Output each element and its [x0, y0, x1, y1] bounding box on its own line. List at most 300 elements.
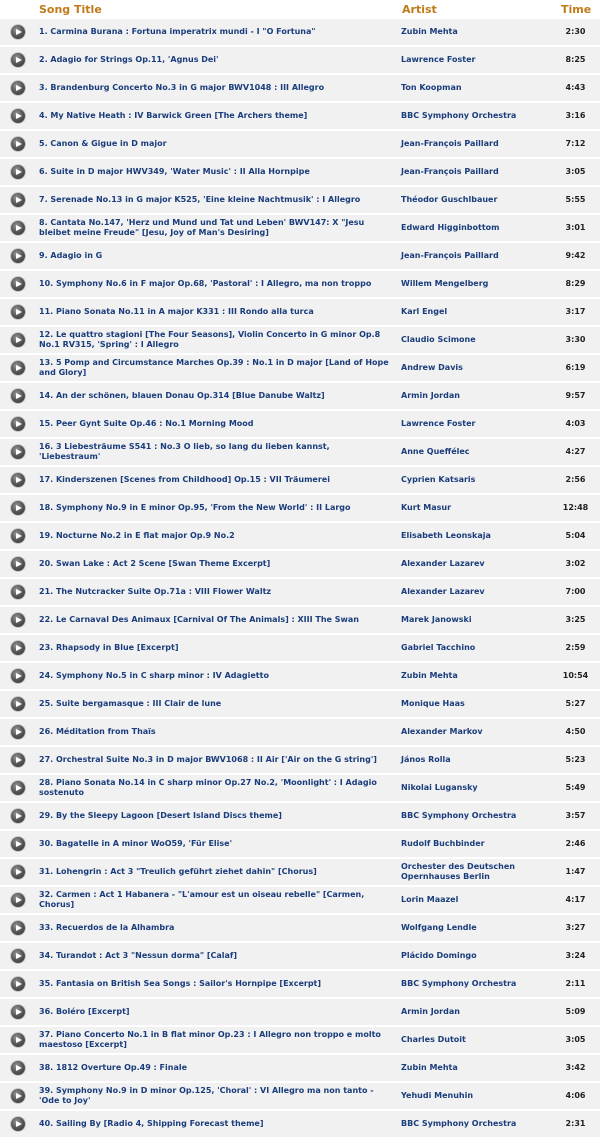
song-duration: 8:25 [565, 55, 586, 64]
song-duration: 3:27 [565, 923, 586, 932]
artist-cell [396, 999, 549, 1025]
song-duration: 5:09 [565, 1007, 586, 1016]
play-cell [0, 663, 33, 689]
song-title-link[interactable]: 30. Bagatelle in A minor WoO59, 'Für Elise' [39, 839, 233, 848]
time-cell [551, 75, 600, 101]
artist-link[interactable]: Ton Koopman [401, 83, 462, 92]
artist-link[interactable]: Nikolai Lugansky [401, 783, 478, 792]
song-title-link[interactable]: 2. Adagio for Strings Op.11, 'Agnus Dei' [39, 55, 219, 64]
song-title-link[interactable]: 32. Carmen : Act 1 Habanera - "L'amour est un oiseau rebelle" [Carmen, Chorus] [39, 890, 365, 909]
song-title-link[interactable]: 15. Peer Gynt Suite Op.46 : No.1 Morning Mood [39, 419, 254, 428]
artist-cell [396, 859, 549, 885]
artist-link[interactable]: BBC Symphony Orchestra [401, 1119, 517, 1128]
song-title-cell [34, 467, 394, 493]
table-row [0, 271, 600, 297]
artist-link[interactable]: Monique Haas [401, 699, 465, 708]
song-title-link[interactable]: 28. Piano Sonata No.14 in C sharp minor Op.27 No.2, 'Moonlight' : I Adagio sostenuto [39, 778, 377, 797]
song-title-cell [34, 971, 394, 997]
artist-link[interactable]: Plácido Domingo [401, 951, 477, 960]
artist-cell [396, 971, 549, 997]
song-title-link[interactable]: 7. Serenade No.13 in G major K525, 'Eine kleine Nachtmusik' : I Allegro [39, 195, 361, 204]
time-cell [551, 271, 600, 297]
song-title-cell [34, 691, 394, 717]
play-cell [0, 1083, 33, 1109]
play-cell [0, 831, 33, 857]
play-icon[interactable] [11, 529, 25, 543]
artist-link[interactable]: Anne Queffélec [401, 447, 470, 456]
time-cell [551, 1027, 600, 1053]
artist-link[interactable]: BBC Symphony Orchestra [401, 979, 517, 988]
artist-cell [396, 579, 549, 605]
artist-link[interactable]: Claudio Scimone [401, 335, 476, 344]
song-duration: 12:48 [562, 503, 589, 512]
artist-cell [396, 1111, 549, 1137]
play-icon[interactable] [11, 193, 25, 207]
artist-link[interactable]: Zubin Mehta [401, 1063, 458, 1072]
table-header [0, 0, 600, 19]
play-icon[interactable] [11, 1005, 25, 1019]
table-row [0, 635, 600, 661]
play-cell [0, 719, 33, 745]
time-cell [551, 999, 600, 1025]
artist-link[interactable]: Alexander Lazarev [401, 559, 485, 568]
artist-cell [396, 47, 549, 73]
play-icon[interactable] [11, 361, 25, 375]
song-table-body [0, 19, 600, 1139]
play-icon[interactable] [11, 781, 25, 795]
song-duration: 3:02 [565, 559, 586, 568]
artist-link[interactable]: Karl Engel [401, 307, 448, 316]
song-duration: 7:00 [565, 587, 586, 596]
play-cell [0, 551, 33, 577]
time-cell [551, 1083, 600, 1109]
song-title-link[interactable]: 35. Fantasia on British Sea Songs : Sailor's Hornpipe [Excerpt] [39, 979, 322, 988]
artist-cell [396, 299, 549, 325]
song-duration: 3:24 [565, 951, 586, 960]
song-title-cell [34, 1111, 394, 1137]
play-cell [0, 579, 33, 605]
artist-link[interactable]: Charles Dutoit [401, 1035, 466, 1044]
time-cell [551, 327, 600, 353]
song-title-cell [34, 47, 394, 73]
play-cell [0, 999, 33, 1025]
song-duration: 5:49 [565, 783, 586, 792]
header-song-title[interactable]: Song Title [39, 3, 102, 16]
artist-cell [396, 75, 549, 101]
play-cell [0, 75, 33, 101]
song-duration: 3:57 [565, 811, 586, 820]
table-row [0, 215, 600, 241]
time-cell [551, 803, 600, 829]
table-row [0, 551, 600, 577]
table-row [0, 187, 600, 213]
artist-link[interactable]: Elisabeth Leonskaja [401, 531, 491, 540]
play-cell [0, 1111, 33, 1137]
song-duration: 3:05 [565, 1035, 586, 1044]
play-cell [0, 215, 33, 241]
song-title-link[interactable]: 16. 3 Liebesträume S541 : No.3 O lieb, so lang du lieben kannst, 'Liebestraum' [39, 442, 330, 461]
song-title-cell [34, 243, 394, 269]
play-icon[interactable] [11, 81, 25, 95]
song-title-cell [34, 719, 394, 745]
artist-cell [396, 943, 549, 969]
song-title-link[interactable]: 13. 5 Pomp and Circumstance Marches Op.39 : No.1 in D major [Land of Hope and Glory] [39, 358, 389, 377]
artist-cell [396, 719, 549, 745]
song-title-cell [34, 159, 394, 185]
song-title-link[interactable]: 38. 1812 Overture Op.49 : Finale [39, 1063, 188, 1072]
artist-link[interactable]: Rudolf Buchbinder [401, 839, 485, 848]
artist-link[interactable]: BBC Symphony Orchestra [401, 111, 517, 120]
artist-link[interactable]: BBC Symphony Orchestra [401, 811, 517, 820]
play-icon[interactable] [11, 669, 25, 683]
artist-link[interactable]: Lawrence Foster [401, 419, 476, 428]
play-cell [0, 887, 33, 913]
table-row [0, 1111, 600, 1137]
time-cell [551, 439, 600, 465]
song-duration: 3:17 [565, 307, 586, 316]
play-icon[interactable] [11, 977, 25, 991]
song-title-link[interactable]: 22. Le Carnaval Des Animaux [Carnival Of The Animals] : XIII The Swan [39, 615, 359, 624]
play-icon[interactable] [11, 305, 25, 319]
table-row [0, 1055, 600, 1081]
play-icon[interactable] [11, 333, 25, 347]
artist-link[interactable]: Edward Higginbottom [401, 223, 500, 232]
table-row [0, 887, 600, 913]
artist-cell [396, 663, 549, 689]
play-icon[interactable] [11, 641, 25, 655]
artist-link[interactable]: János Rolla [401, 755, 451, 764]
play-cell [0, 691, 33, 717]
artist-link[interactable]: Jean-François Paillard [401, 139, 499, 148]
time-cell [551, 663, 600, 689]
time-cell [551, 579, 600, 605]
artist-link[interactable]: Lorin Maazel [401, 895, 459, 904]
song-title-cell [34, 215, 394, 241]
play-icon[interactable] [11, 809, 25, 823]
table-row [0, 859, 600, 885]
artist-cell [396, 1055, 549, 1081]
artist-cell [396, 439, 549, 465]
artist-link[interactable]: Gabriel Tacchino [401, 643, 476, 652]
artist-cell [396, 915, 549, 941]
artist-link[interactable]: Armin Jordan [401, 1007, 460, 1016]
play-icon[interactable] [11, 473, 25, 487]
song-title-cell [34, 131, 394, 157]
song-title-link[interactable]: 1. Carmina Burana : Fortuna imperatrix mundi - I "O Fortuna" [39, 27, 316, 36]
song-duration: 3:01 [565, 223, 586, 232]
play-icon[interactable] [11, 501, 25, 515]
play-icon[interactable] [11, 613, 25, 627]
play-icon[interactable] [11, 753, 25, 767]
song-title-cell [34, 439, 394, 465]
song-duration: 2:56 [565, 475, 586, 484]
song-duration: 3:16 [565, 111, 586, 120]
song-duration: 2:46 [565, 839, 586, 848]
time-cell [551, 943, 600, 969]
song-title-link[interactable]: 20. Swan Lake : Act 2 Scene [Swan Theme Excerpt] [39, 559, 271, 568]
song-title-cell [34, 411, 394, 437]
artist-cell [396, 19, 549, 45]
play-icon[interactable] [11, 557, 25, 571]
time-cell [551, 495, 600, 521]
table-row [0, 831, 600, 857]
play-cell [0, 635, 33, 661]
artist-cell [396, 355, 549, 381]
artist-link[interactable]: Willem Mengelberg [401, 279, 489, 288]
song-duration: 9:57 [565, 391, 586, 400]
table-row [0, 495, 600, 521]
time-cell [551, 215, 600, 241]
play-cell [0, 607, 33, 633]
song-title-link[interactable]: 21. The Nutcracker Suite Op.71a : VIII Flower Waltz [39, 587, 272, 596]
play-cell [0, 523, 33, 549]
artist-cell [396, 1083, 549, 1109]
artist-link[interactable]: Orchester des Deutschen Opernhauses Berlin [401, 862, 515, 881]
artist-link[interactable]: Jean-François Paillard [401, 251, 499, 260]
song-duration: 4:27 [565, 447, 586, 456]
time-cell [551, 775, 600, 801]
song-title-link[interactable]: 24. Symphony No.5 in C sharp minor : IV Adagietto [39, 671, 269, 680]
play-icon[interactable] [11, 1033, 25, 1047]
time-cell [551, 355, 600, 381]
artist-link[interactable]: Alexander Markov [401, 727, 483, 736]
artist-link[interactable]: Cyprien Katsaris [401, 475, 476, 484]
artist-cell [396, 411, 549, 437]
song-title-cell [34, 1027, 394, 1053]
song-title-link[interactable]: 14. An der schönen, blauen Donau Op.314 [Blue Danube Waltz] [39, 391, 325, 400]
song-title-cell [34, 915, 394, 941]
song-title-link[interactable]: 36. Boléro [Excerpt] [39, 1007, 130, 1016]
song-duration: 4:17 [565, 895, 586, 904]
song-duration: 4:50 [565, 727, 586, 736]
artist-link[interactable]: Wolfgang Lendle [401, 923, 477, 932]
header-time[interactable]: Time [561, 3, 592, 16]
time-cell [551, 635, 600, 661]
song-duration: 5:04 [565, 531, 586, 540]
table-row [0, 19, 600, 45]
play-icon[interactable] [11, 1117, 25, 1131]
artist-cell [396, 831, 549, 857]
time-cell [551, 103, 600, 129]
play-icon[interactable] [11, 137, 25, 151]
song-title-link[interactable]: 27. Orchestral Suite No.3 in D major BWV1068 : II Air ['Air on the G string'] [39, 755, 377, 764]
play-icon[interactable] [11, 109, 25, 123]
play-icon[interactable] [11, 53, 25, 67]
time-cell [551, 719, 600, 745]
time-cell [551, 299, 600, 325]
song-title-link[interactable]: 3. Brandenburg Concerto No.3 in G major BWV1048 : III Allegro [39, 83, 325, 92]
artist-cell [396, 747, 549, 773]
table-row [0, 355, 600, 381]
time-cell [551, 747, 600, 773]
table-row [0, 47, 600, 73]
play-cell [0, 411, 33, 437]
table-row [0, 75, 600, 101]
song-title-cell [34, 1083, 394, 1109]
time-cell [551, 971, 600, 997]
song-duration: 2:11 [565, 979, 586, 988]
artist-link[interactable]: Armin Jordan [401, 391, 460, 400]
song-title-link[interactable]: 11. Piano Sonata No.11 in A major K331 : III Rondo alla turca [39, 307, 314, 316]
song-duration: 5:27 [565, 699, 586, 708]
song-title-link[interactable]: 33. Recuerdos de la Alhambra [39, 923, 175, 932]
song-title-link[interactable]: 39. Symphony No.9 in D minor Op.125, 'Choral' : VI Allegro ma non tanto - 'Ode to Joy' [39, 1086, 374, 1105]
song-title-link[interactable]: 4. My Native Heath : IV Barwick Green [The Archers theme] [39, 111, 308, 120]
play-cell [0, 355, 33, 381]
song-title-link[interactable]: 18. Symphony No.9 in E minor Op.95, 'From the New World' : II Largo [39, 503, 351, 512]
song-duration: 9:42 [565, 251, 586, 260]
play-icon[interactable] [11, 389, 25, 403]
table-row [0, 467, 600, 493]
artist-link[interactable]: Lawrence Foster [401, 55, 476, 64]
song-title-cell [34, 663, 394, 689]
song-title-link[interactable]: 29. By the Sleepy Lagoon [Desert Island Discs theme] [39, 811, 282, 820]
song-title-link[interactable]: 10. Symphony No.6 in F major Op.68, 'Pastoral' : I Allegro, ma non troppo [39, 279, 372, 288]
artist-link[interactable]: Jean-François Paillard [401, 167, 499, 176]
artist-cell [396, 103, 549, 129]
play-cell [0, 159, 33, 185]
artist-cell [396, 1027, 549, 1053]
table-row [0, 327, 600, 353]
song-duration: 5:55 [565, 195, 586, 204]
table-row [0, 383, 600, 409]
play-cell [0, 383, 33, 409]
header-artist[interactable]: Artist [402, 3, 437, 16]
table-row [0, 775, 600, 801]
song-title-cell [34, 271, 394, 297]
song-title-cell [34, 943, 394, 969]
artist-link[interactable]: Théodor Guschlbauer [401, 195, 498, 204]
song-title-link[interactable]: 9. Adagio in G [39, 251, 103, 260]
play-cell [0, 299, 33, 325]
play-cell [0, 19, 33, 45]
artist-link[interactable]: Marek Janowski [401, 615, 472, 624]
song-title-link[interactable]: 31. Lohengrin : Act 3 "Treulich geführt ziehet dahin" [Chorus] [39, 867, 317, 876]
artist-cell [396, 271, 549, 297]
song-title-cell [34, 355, 394, 381]
artist-cell [396, 803, 549, 829]
song-title-cell [34, 551, 394, 577]
song-duration: 5:23 [565, 755, 586, 764]
song-title-link[interactable]: 19. Nocturne No.2 in E flat major Op.9 No.2 [39, 531, 235, 540]
song-title-cell [34, 19, 394, 45]
song-title-cell [34, 607, 394, 633]
artist-cell [396, 495, 549, 521]
play-icon[interactable] [11, 221, 25, 235]
play-cell [0, 859, 33, 885]
song-title-link[interactable]: 26. Méditation from Thaïs [39, 727, 156, 736]
song-duration: 3:05 [565, 167, 586, 176]
artist-link[interactable]: Zubin Mehta [401, 27, 458, 36]
song-title-link[interactable]: 8. Cantata No.147, 'Herz und Mund und Tat und Leben' BWV147: X "Jesu bleibet meine Freude" [Jesu, Joy of Man's Desiring] [39, 218, 365, 237]
table-row [0, 523, 600, 549]
song-duration: 3:30 [565, 335, 586, 344]
table-row [0, 1027, 600, 1053]
artist-link[interactable]: Kurt Masur [401, 503, 452, 512]
play-cell [0, 1027, 33, 1053]
table-row [0, 663, 600, 689]
play-icon[interactable] [11, 921, 25, 935]
play-icon[interactable] [11, 1061, 25, 1075]
artist-cell [396, 159, 549, 185]
play-icon[interactable] [11, 445, 25, 459]
play-icon[interactable] [11, 725, 25, 739]
play-icon[interactable] [11, 25, 25, 39]
song-title-link[interactable]: 40. Sailing By [Radio 4, Shipping Forecast theme] [39, 1119, 264, 1128]
play-icon[interactable] [11, 417, 25, 431]
time-cell [551, 411, 600, 437]
song-title-cell [34, 523, 394, 549]
artist-link[interactable]: Andrew Davis [401, 363, 463, 372]
play-icon[interactable] [11, 893, 25, 907]
play-cell [0, 103, 33, 129]
play-icon[interactable] [11, 837, 25, 851]
play-icon[interactable] [11, 585, 25, 599]
artist-cell [396, 691, 549, 717]
play-icon[interactable] [11, 249, 25, 263]
artist-cell [396, 775, 549, 801]
time-cell [551, 159, 600, 185]
song-title-cell [34, 383, 394, 409]
play-icon[interactable] [11, 165, 25, 179]
play-icon[interactable] [11, 949, 25, 963]
song-duration: 3:25 [565, 615, 586, 624]
artist-cell [396, 327, 549, 353]
artist-cell [396, 187, 549, 213]
song-title-cell [34, 327, 394, 353]
song-title-link[interactable]: 23. Rhapsody in Blue [Excerpt] [39, 643, 179, 652]
table-row [0, 719, 600, 745]
play-icon[interactable] [11, 865, 25, 879]
song-title-link[interactable]: 5. Canon & Gigue in D major [39, 139, 167, 148]
song-title-link[interactable]: 25. Suite bergamasque : III Clair de lune [39, 699, 222, 708]
song-title-cell [34, 747, 394, 773]
song-title-cell [34, 775, 394, 801]
song-title-link[interactable]: 12. Le quattro stagioni [The Four Seasons], Violin Concerto in G minor Op.8 No.1 RV315, 'Spring' : I Allegro [39, 330, 381, 349]
song-duration: 1:47 [565, 867, 586, 876]
artist-cell [396, 243, 549, 269]
play-cell [0, 971, 33, 997]
table-row [0, 943, 600, 969]
song-duration: 4:43 [565, 83, 586, 92]
play-icon[interactable] [11, 277, 25, 291]
artist-link[interactable]: Yehudi Menuhin [401, 1091, 474, 1100]
play-cell [0, 131, 33, 157]
song-duration: 4:03 [565, 419, 586, 428]
time-cell [551, 467, 600, 493]
table-row [0, 103, 600, 129]
time-cell [551, 915, 600, 941]
song-title-cell [34, 1055, 394, 1081]
play-cell [0, 747, 33, 773]
time-cell [551, 243, 600, 269]
time-cell [551, 523, 600, 549]
play-icon[interactable] [11, 1089, 25, 1103]
play-cell [0, 775, 33, 801]
song-duration: 10:54 [562, 671, 589, 680]
time-cell [551, 19, 600, 45]
table-row [0, 607, 600, 633]
artist-cell [396, 635, 549, 661]
artist-link[interactable]: Alexander Lazarev [401, 587, 485, 596]
song-title-link[interactable]: 17. Kinderszenen [Scenes from Childhood] Op.15 : VII Träumerei [39, 475, 330, 484]
song-title-cell [34, 579, 394, 605]
play-icon[interactable] [11, 697, 25, 711]
song-title-link[interactable]: 34. Turandot : Act 3 "Nessun dorma" [Calaf] [39, 951, 238, 960]
artist-link[interactable]: Zubin Mehta [401, 671, 458, 680]
song-title-link[interactable]: 37. Piano Concerto No.1 in B flat minor Op.23 : I Allegro non troppo e molto maestoso [Excerpt] [39, 1030, 381, 1049]
song-title-link[interactable]: 6. Suite in D major HWV349, 'Water Music' : II Alla Hornpipe [39, 167, 310, 176]
